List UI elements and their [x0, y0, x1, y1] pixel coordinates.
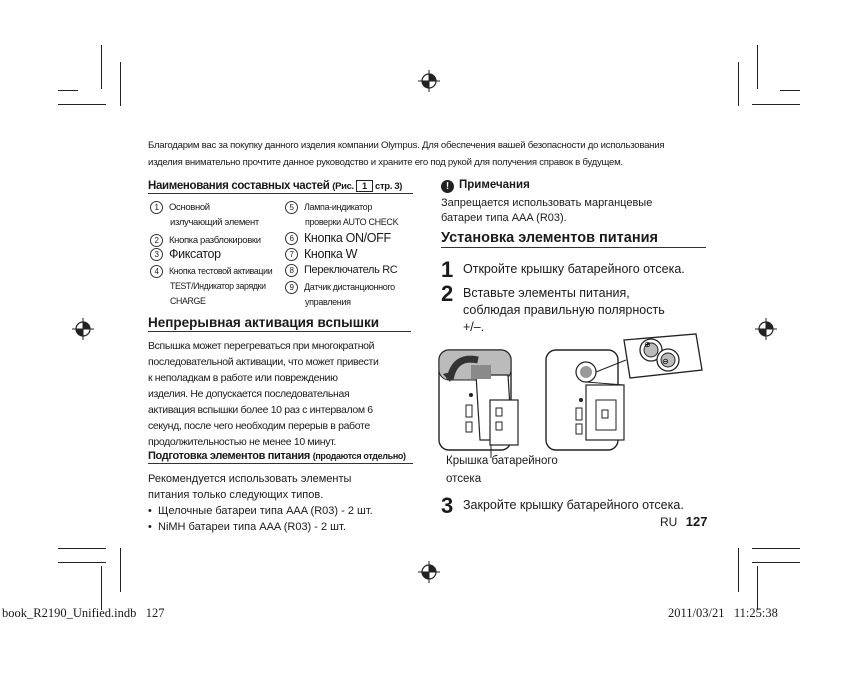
step-number: 2 [441, 281, 454, 306]
power-prep-text: Рекомендуется использовать элементы питания только следующих типов. • Щелочные батареи типа AAA (R03) - 2 шт. • NiMH батареи типа AAA (R03) - 2 шт. [148, 471, 423, 535]
registration-mark-left [72, 318, 94, 340]
intro-line: Благодарим вас за покупку данного изделия компании Olympus. Для обеспечения вашей безопасности до использования [148, 140, 665, 151]
part-item: 4 Кнопка тестовой активации TEST/Индикатор зарядки CHARGE [150, 264, 272, 309]
svg-text:⊖: ⊖ [662, 357, 669, 366]
part-item: 1 Основной излучающий элемент [150, 200, 259, 230]
list-item: • NiMH батареи типа AAA (R03) - 2 шт. [148, 519, 423, 535]
page-number [660, 513, 708, 531]
continuous-section-text: Вспышка может перегреваться при многократной последовательной активации, что может привести к неполадкам в работе или повреждению изделия. Не допускается последовательная активация вспышки более 10 раз с интервалом 6 секунд, после чего необходим перерыв в работе продолжительностью не менее 10 минут. [148, 340, 379, 448]
flash-unit-batteries [546, 350, 626, 450]
list-item: • Щелочные батареи типа AAA (R03) - 2 шт. [148, 503, 423, 519]
page-num: 127 [685, 514, 708, 529]
page-lang: RU [660, 515, 678, 529]
battery-installation-illustration [436, 330, 726, 465]
registration-mark-bottom [418, 561, 440, 583]
registration-mark-right [755, 318, 777, 340]
intro-line: изделия внимательно прочтите данное руководство и храните его под рукой для получения справок в будущем. [148, 157, 623, 168]
footer-file: book_R2190_Unified.indb 127 [2, 606, 165, 620]
parts-list [150, 200, 420, 315]
parts-title: Наименования составных частей [148, 180, 330, 192]
power-prep-heading: Подготовка элементов питания (продаются отдельно) [148, 450, 413, 464]
parts-section-heading [148, 180, 413, 194]
figure-ref-suffix: стр. 3) [375, 181, 403, 192]
part-item: 8 Переключатель RC [285, 263, 397, 278]
step-number: 3 [441, 493, 454, 518]
part-item: 2 Кнопка разблокировки [150, 233, 261, 248]
warning-icon: ! [441, 180, 454, 193]
notes-text: Запрещается использовать марганцевые батареи типа AAA (R03). [441, 197, 653, 224]
footer-datetime: 2011/03/21 11:25:38 [668, 606, 778, 620]
part-item: 9 Датчик дистанционного управления [285, 280, 395, 310]
part-item: 5 Лампа-индикатор проверки AUTO CHECK [285, 200, 398, 230]
install-section-heading: Установка элементов питания [441, 230, 706, 248]
step-number: 1 [441, 257, 454, 282]
intro-paragraph [148, 137, 718, 171]
flash-unit-opening-cover [439, 350, 518, 450]
registration-mark-top [418, 70, 440, 92]
notes-title: Примечания [459, 179, 530, 191]
figure-ref-prefix: (Рис. [332, 181, 354, 192]
part-item: 3 Фиксатор [150, 247, 221, 262]
part-item: 7 Кнопка W [285, 247, 357, 262]
figure-ref-box: 1 [356, 180, 373, 192]
battery-type-list [148, 503, 423, 535]
notes-heading [441, 179, 530, 193]
battery-cover-caption: Крышка батарейного отсека [446, 455, 558, 485]
continuous-section-heading: Непрерывная активация вспышки [148, 315, 411, 332]
part-item: 6 Кнопка ON/OFF [285, 231, 391, 246]
svg-text:⊕: ⊕ [644, 340, 651, 349]
battery-closeup [624, 334, 702, 378]
